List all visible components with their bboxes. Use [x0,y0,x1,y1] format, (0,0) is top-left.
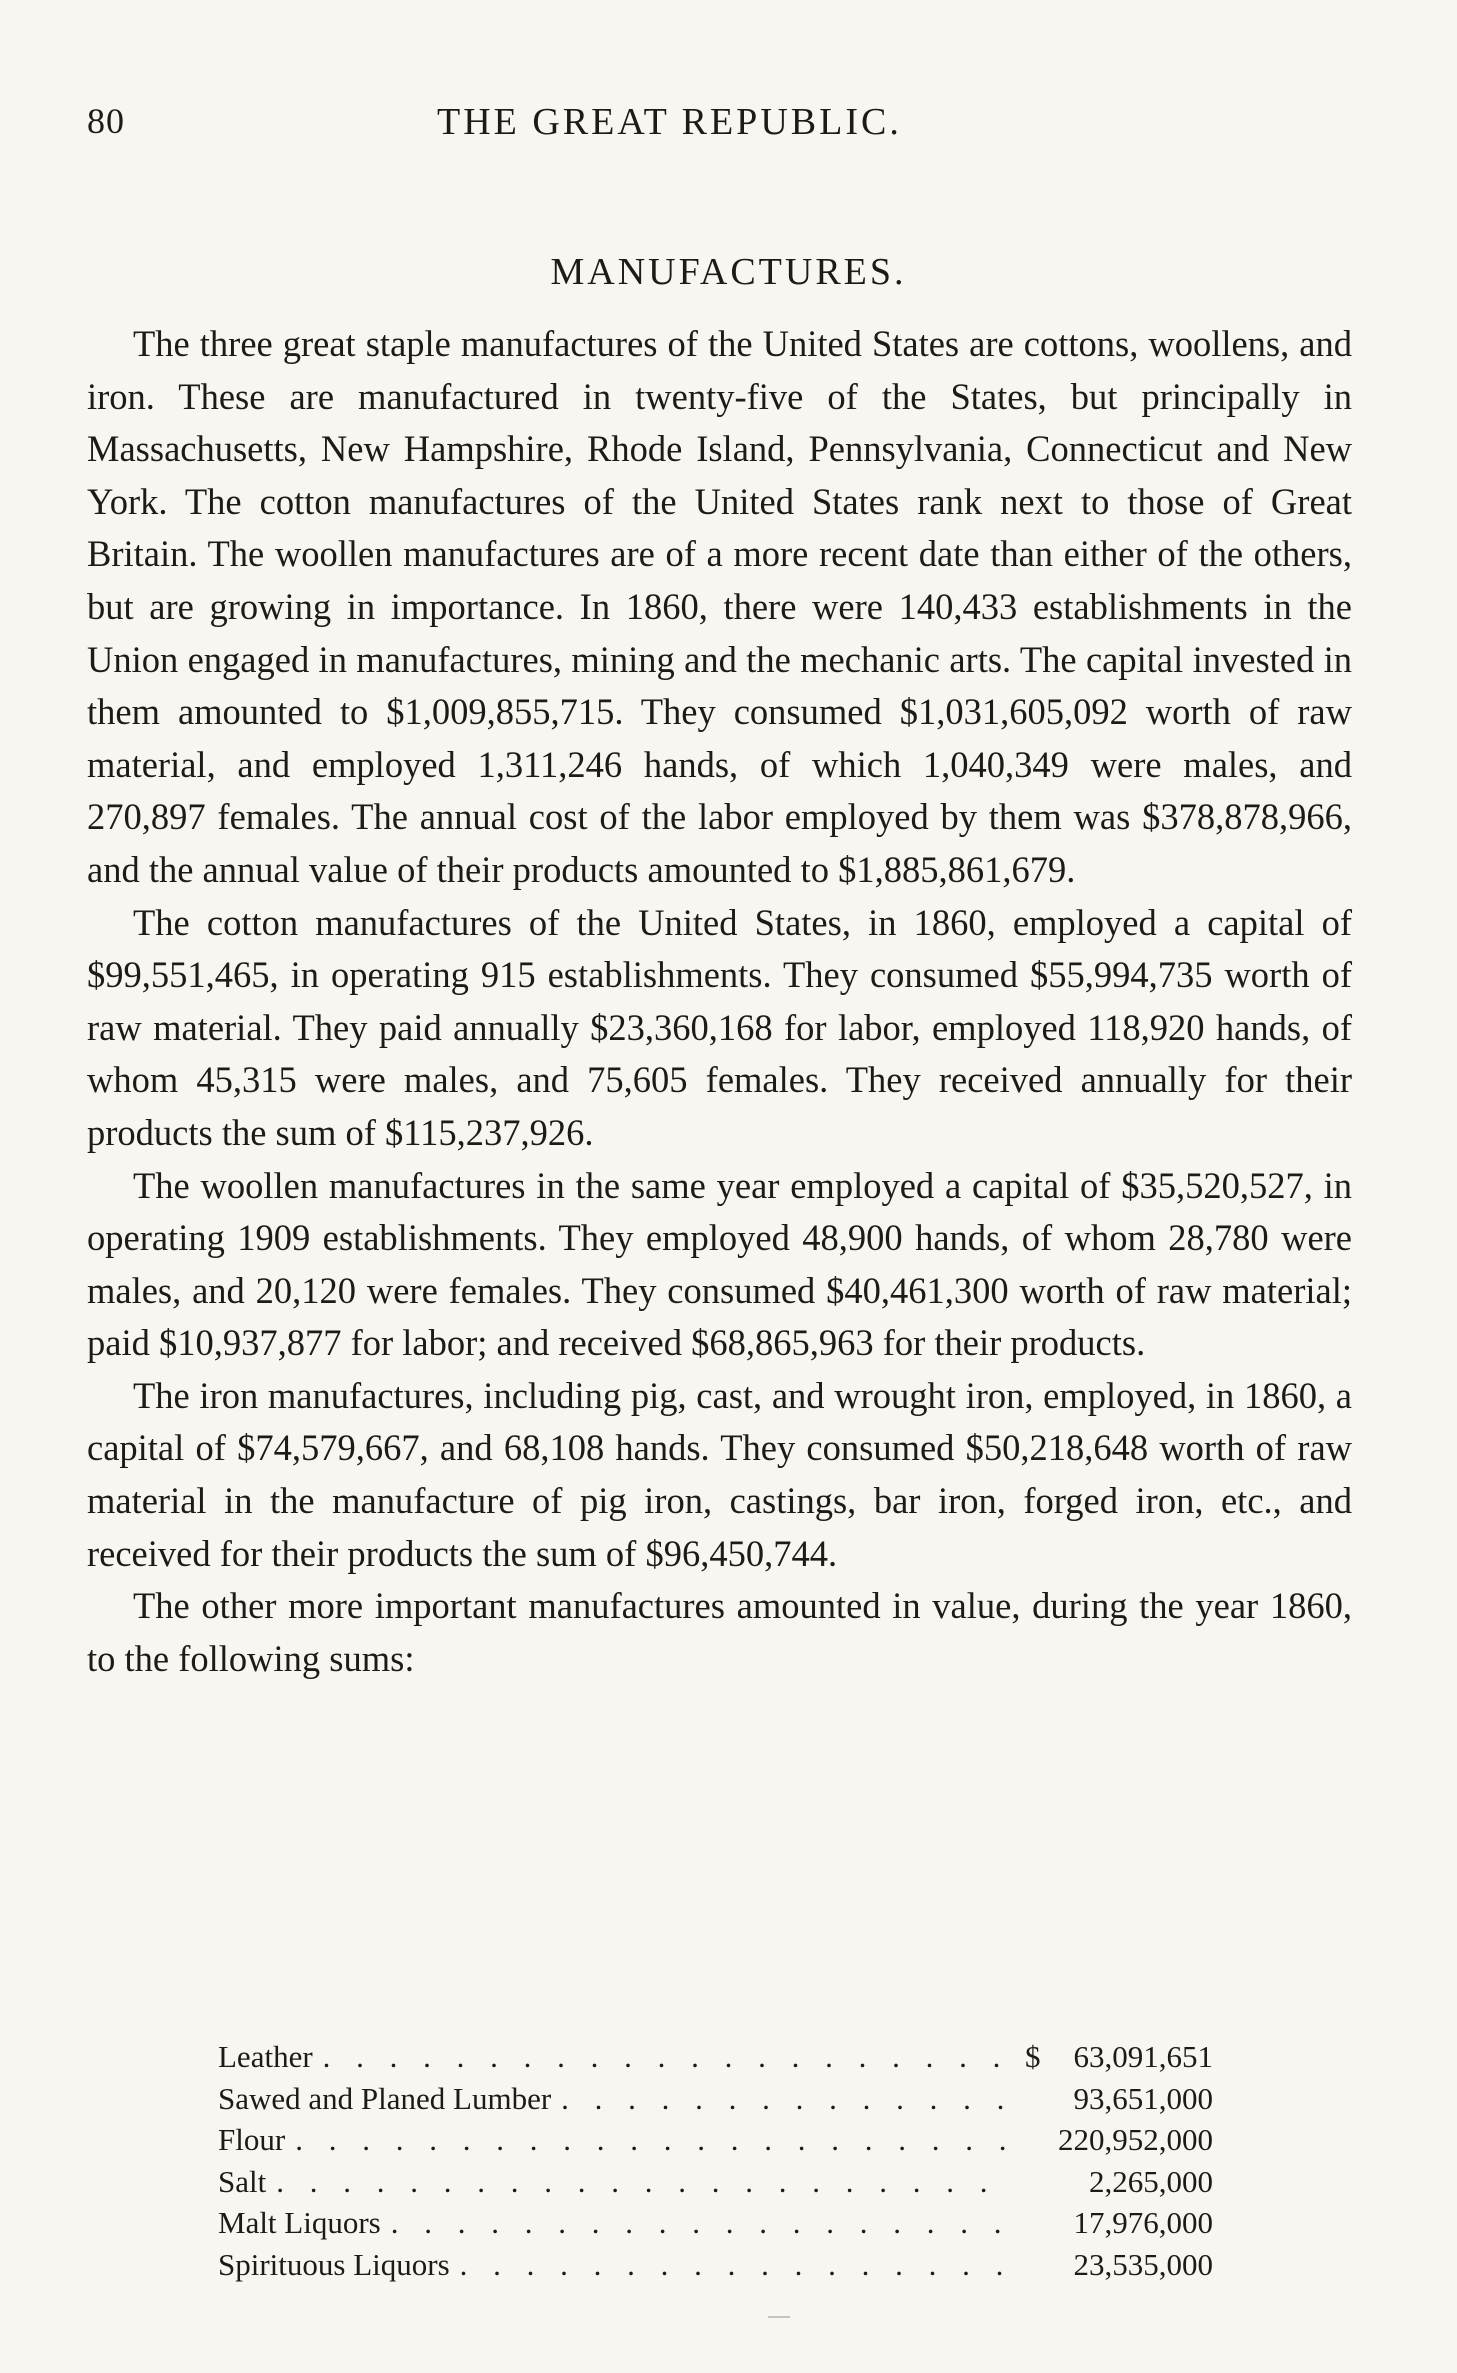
footer-rule [768,2316,790,2318]
row-amount: 220,952,000 [1058,2122,1213,2157]
table-row [218,2244,1213,2286]
table-row [218,2119,1213,2161]
currency-symbol: $ [1025,2039,1041,2074]
row-amount: 17,976,000 [1073,2205,1213,2240]
row-label: Flour [218,2122,286,2157]
row-amount: 93,651,000 [1073,2080,1213,2116]
body-text [87,318,1352,1685]
paragraph-other-manufactures: The other more important manufactures amounted in value, during the year 1860, to the following sums: [87,1585,1352,1679]
page-number: 80 [87,101,125,141]
page-header [87,100,1367,160]
dot-leader [381,2202,1011,2244]
paragraph-woollen: The woollen manufactures in the same year employed a capital of $35,520,527, in operating 1909 establishments. They employed 48,900 hands, of whom 28,780 were males, and 20,120 were females. They consumed $40,461,300 worth of raw material; paid $10,937,877 for labor; and received $68,865,963 for their products. [87,1164,1352,1364]
row-amount: 2,265,000 [1089,2163,1213,2199]
dot-leader [285,2119,1011,2161]
row-label: Malt Liquors [218,2205,381,2240]
table-row [218,2036,1213,2078]
section-title: MANUFACTURES. [550,251,907,293]
table-row [218,2161,1213,2203]
dot-leader [313,2036,1011,2078]
paragraph-overview: The three great staple manufactures of the United States are cottons, woollens, and iron. These are manufactured in twenty-five of the States, but principally in Massachusetts, New Hampshire, Rhode Island, Pennsylvania, Connecticut and New York. The cotton manufactures of the United States rank next to those of Great Britain. The woollen manufactures are of a more recent date than either of the others, but are growing in importance. In 1860, there were 140,433 establishments in the Union engaged in manufactures, mining and the mechanic arts. The capital invested in them amounted to $1,009,855,715. They consumed $1,031,605,092 worth of raw material, and employed 1,311,246 hands, of which 1,040,349 were males, and 270,897 females. The annual cost of the labor employed by them was $378,878,966, and the annual value of their products amounted to $1,885,861,679. [87,323,1352,890]
dot-leader [551,2078,1011,2120]
row-label: Sawed and Planed Lumber [218,2080,552,2116]
row-label: Spirituous Liquors [218,2246,450,2282]
row-label: Leather [218,2039,313,2074]
table-row [218,2202,1213,2244]
row-amount: 63,091,651 [1073,2039,1213,2074]
manufactures-value-table [218,2036,1213,2285]
running-title: THE GREAT REPUBLIC. [437,101,902,143]
row-label: Salt [218,2163,267,2199]
paragraph-cotton: The cotton manufactures of the United States, in 1860, employed a capital of $99,551,465, in operating 915 establishments. They consumed $55,994,735 worth of raw material. They paid annually $23,360,168 for labor, employed 118,920 hands, of whom 45,315 were males, and 75,605 females. They received annually for their products the sum of $115,237,926. [87,901,1352,1153]
row-amount: 23,535,000 [1073,2246,1213,2282]
dot-leader [266,2161,1011,2203]
table-row [218,2078,1213,2120]
paragraph-iron: The iron manufactures, including pig, cast, and wrought iron, employed, in 1860, a capital of $74,579,667, and 68,108 hands. They consumed $50,218,648 worth of raw material in the manufacture of pig iron, castings, bar iron, forged iron, etc., and received for their products the sum of $96,450,744. [87,1374,1352,1574]
dot-leader [450,2244,1011,2286]
